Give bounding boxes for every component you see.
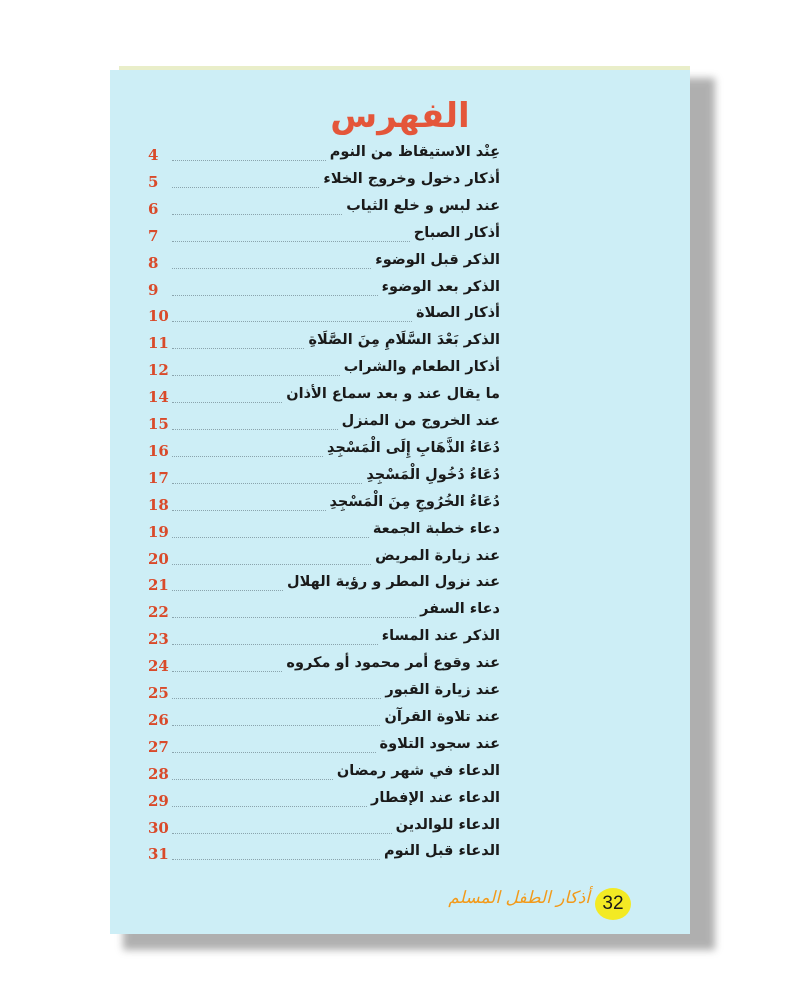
dotted-leader — [172, 752, 376, 753]
toc-entry-title: عند لبس و خلع الثياب — [346, 197, 500, 214]
toc-entry — [110, 655, 690, 682]
toc-entry — [110, 332, 690, 359]
toc-page-number: 14 — [148, 388, 169, 407]
toc-page-number: 31 — [148, 845, 169, 864]
toc-page-number: 11 — [148, 334, 169, 353]
dotted-leader — [172, 348, 304, 349]
toc-entry-title: دُعَاءُ الذَّهَابِ إِلَى الْمَسْجِدِ — [326, 439, 500, 456]
toc-entry-title: أذكار دخول وخروج الخلاء — [323, 170, 500, 187]
dotted-leader — [172, 510, 326, 511]
dotted-leader — [172, 833, 392, 834]
toc-page-number: 12 — [148, 361, 169, 380]
toc-entry-title: عند زيارة القبور — [385, 682, 500, 698]
toc-entry — [110, 817, 690, 844]
toc-entry-title: دُعَاءُ الخُرُوجِ مِنَ الْمَسْجِدِ — [329, 493, 500, 510]
book-page — [110, 70, 690, 934]
dotted-leader — [172, 671, 282, 672]
dotted-leader — [172, 268, 371, 269]
toc-page-number: 26 — [148, 710, 169, 729]
page-number-badge: 32 — [595, 888, 631, 920]
toc-entry-title: عند الخروج من المنزل — [341, 413, 500, 429]
dotted-leader — [172, 564, 371, 565]
dotted-leader — [172, 214, 342, 215]
toc-entry-title: الذكر عند المساء — [381, 628, 500, 645]
toc-page-number: 19 — [148, 522, 169, 541]
toc-entry — [110, 843, 690, 870]
dotted-leader — [172, 725, 380, 726]
toc-entry — [110, 467, 690, 494]
toc-page-number: 5 — [148, 172, 159, 191]
toc-entry — [110, 305, 690, 332]
toc-page-number: 9 — [148, 280, 159, 299]
toc-entry — [110, 682, 690, 709]
toc-entry-title: الدعاء قبل النوم — [383, 843, 500, 860]
dotted-leader — [172, 402, 282, 403]
toc-entry — [110, 386, 690, 413]
dotted-leader — [172, 295, 378, 296]
toc-page-number: 7 — [148, 226, 159, 245]
toc-page-number: 23 — [148, 630, 169, 649]
dotted-leader — [172, 429, 338, 430]
toc-entry — [110, 171, 690, 198]
toc-entry-title: ما يقال عند و بعد سماع الأذان — [286, 386, 500, 403]
toc-page-number: 10 — [148, 307, 169, 326]
toc-page-number: 28 — [148, 764, 169, 783]
dotted-leader — [172, 456, 323, 457]
dotted-leader — [172, 483, 362, 484]
toc-page-number: 24 — [148, 657, 169, 676]
toc-entry — [110, 709, 690, 736]
toc-entry — [110, 494, 690, 521]
dotted-leader — [172, 698, 381, 699]
toc-entry — [110, 736, 690, 763]
toc-entry-title: أذكار الطعام والشراب — [343, 359, 500, 376]
toc-page-number: 17 — [148, 468, 169, 487]
toc-page-number: 8 — [148, 253, 159, 272]
dotted-leader — [172, 617, 416, 618]
toc-entry-title: أذكار الصباح — [413, 224, 500, 241]
toc-entry-title: عند سجود التلاوة — [379, 735, 500, 752]
toc-entry — [110, 790, 690, 817]
dotted-leader — [172, 644, 378, 645]
dotted-leader — [172, 779, 333, 780]
toc-entry-title: الذكر قبل الوضوء — [375, 251, 500, 268]
toc-entry-title: دُعَاءُ دُخُولِ الْمَسْجِدِ — [366, 466, 500, 483]
toc-page-number: 4 — [148, 146, 159, 164]
toc-entry-title: دعاء خطبة الجمعة — [372, 520, 500, 537]
series-title: أذكار الطفل المسلم — [448, 888, 590, 908]
toc-entry-title: عند تلاوة القرآن — [384, 708, 500, 725]
toc-entry-title: عند نزول المطر و رؤية الهلال — [287, 574, 500, 591]
page-footer — [110, 884, 690, 934]
toc-page-number: 15 — [148, 415, 169, 433]
dotted-leader — [172, 806, 367, 807]
toc-entry-title: عِنْد الاستيقاظ من النوم — [329, 144, 500, 160]
dotted-leader — [172, 859, 380, 860]
toc-entry — [110, 413, 690, 440]
toc-page-number: 27 — [148, 737, 169, 756]
toc-page-number: 18 — [148, 495, 169, 514]
toc-page-number: 22 — [148, 603, 169, 622]
toc-entry — [110, 574, 690, 601]
toc-entry-title: عند زيارة المريض — [375, 547, 500, 564]
dotted-leader — [172, 160, 326, 161]
toc-entry — [110, 628, 690, 655]
toc-entry-title: الذكر بعد الوضوء — [381, 278, 500, 295]
toc-entry-title: عند وقوع أمر محمود أو مكروه — [286, 655, 500, 672]
toc-entry-title: الذكر بَعْدَ السَّلَامِ مِنَ الصَّلَاةِ — [308, 332, 500, 349]
toc-entry-title: الدعاء للوالدين — [395, 816, 500, 833]
toc-page-number: 20 — [148, 549, 169, 568]
toc-entry-title: الدعاء عند الإفطار — [370, 789, 500, 806]
toc-entry — [110, 279, 690, 306]
toc-entry — [110, 601, 690, 628]
toc-entry-title: أذكار الصلاة — [416, 305, 500, 322]
dotted-leader — [172, 321, 412, 322]
toc-entry — [110, 225, 690, 252]
toc-entry-title: الدعاء في شهر رمضان — [336, 762, 500, 779]
toc-entry — [110, 252, 690, 279]
toc-page-number: 29 — [148, 791, 169, 810]
dotted-leader — [172, 187, 319, 188]
dotted-leader — [172, 590, 283, 591]
dotted-leader — [172, 241, 410, 242]
toc-page-number: 6 — [148, 199, 159, 218]
toc-entry — [110, 763, 690, 790]
toc-entry — [110, 440, 690, 467]
toc-entry — [110, 359, 690, 386]
toc-page-number: 16 — [148, 441, 169, 460]
toc-entry — [110, 548, 690, 575]
toc-entry — [110, 521, 690, 548]
toc-page-number: 25 — [148, 684, 169, 702]
toc-page-number: 21 — [148, 576, 169, 595]
toc-entry-title: دعاء السفر — [420, 601, 500, 618]
toc-page-number: 30 — [148, 818, 169, 837]
toc-entry — [110, 144, 690, 171]
toc-entry — [110, 198, 690, 225]
dotted-leader — [172, 537, 369, 538]
page-title: الفهرس — [330, 96, 470, 136]
dotted-leader — [172, 375, 340, 376]
